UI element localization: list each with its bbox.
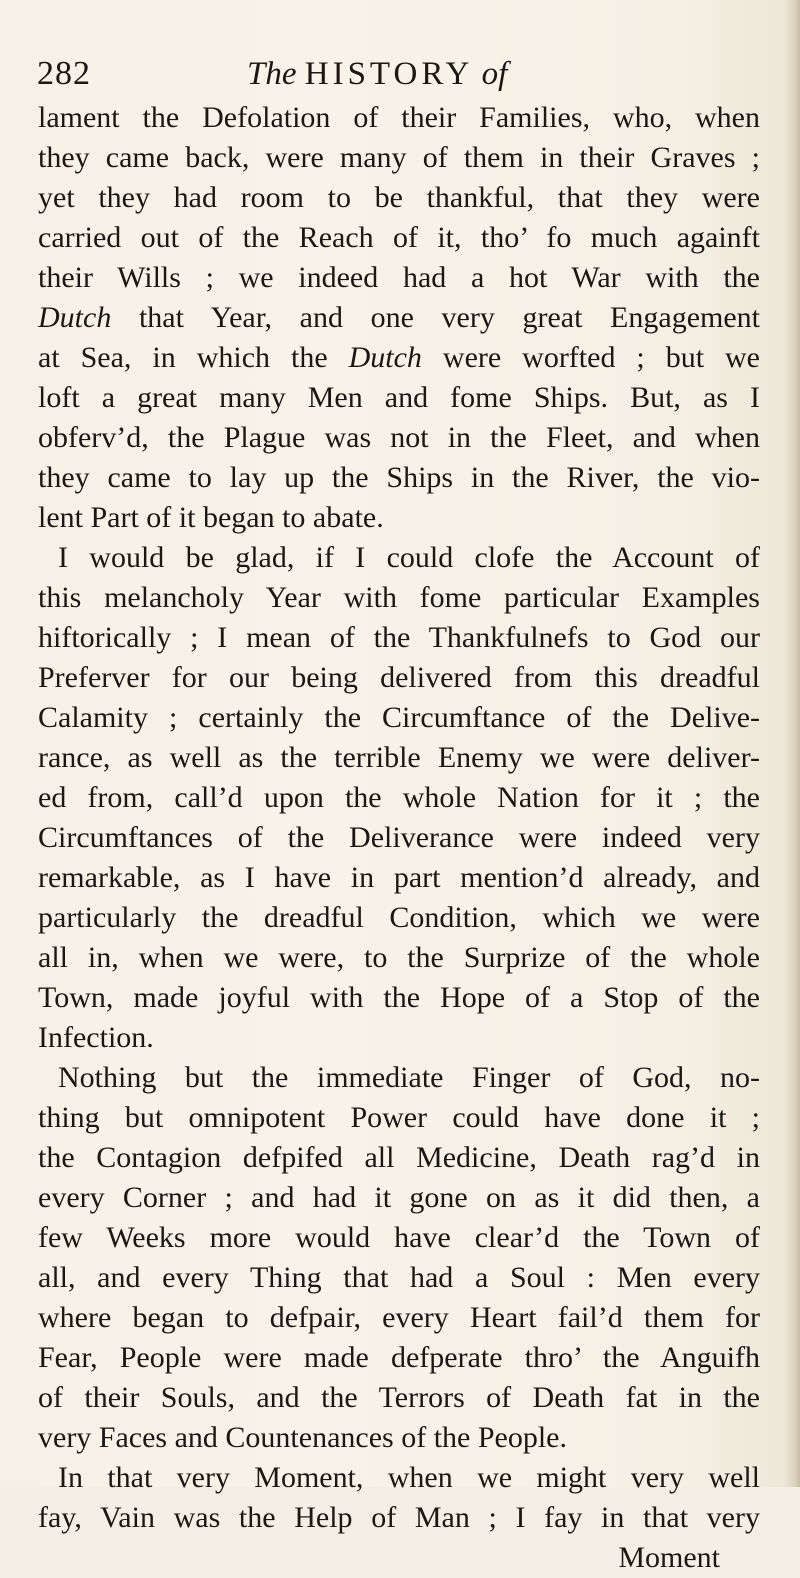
body-text (38, 98, 760, 1578)
text-line: lament the Defolation of their Families, who, when (38, 101, 760, 134)
text-line: In that very Moment, when we might very well (58, 1461, 760, 1494)
text-line: Town, made joyful with the Hope of a Stop of the (38, 981, 760, 1014)
text-line: ed from, call’d upon the whole Nation for it ; the (38, 781, 760, 814)
page-edge-shadow (784, 0, 800, 1487)
text-segment: at Sea, in which the (38, 341, 349, 374)
text-line (38, 298, 760, 338)
text-line: all, and every Thing that had a Soul : Men every (38, 1261, 760, 1294)
text-line: I would be glad, if I could clofe the Account of (58, 541, 760, 574)
text-line: Fear, People were made defperate thro’ the Anguifh (38, 1341, 760, 1374)
italic-word: Dutch (38, 301, 112, 334)
text-line: hiftorically ; I mean of the Thankfulnefs to God our (38, 621, 760, 654)
text-line: very Faces and Countenances of the People. (38, 1421, 567, 1454)
text-line: particularly the dreadful Condition, which we were (38, 901, 760, 934)
text-line: loft a great many Men and fome Ships. But, as I (38, 381, 760, 414)
running-head-suffix: of (481, 56, 508, 92)
text-line: this melancholy Year with fome particular Examples (38, 581, 760, 614)
running-head (247, 50, 507, 98)
text-line: Calamity ; certainly the Circumftance of the Delive- (38, 701, 760, 734)
text-line: obferv’d, the Plague was not in the Fleet, and when (38, 421, 760, 454)
text-line: rance, as well as the terrible Enemy we were deliver- (38, 741, 760, 774)
text-line: carried out of the Reach of it, tho’ fo much againft (38, 221, 760, 254)
text-line: Nothing but the immediate Finger of God, no- (58, 1061, 760, 1094)
text-line: few Weeks more would have clear’d the Town of (38, 1221, 760, 1254)
text-segment: that Year, and one very great Engagement (111, 301, 760, 334)
italic-word: Dutch (348, 341, 422, 374)
text-line: thing but omnipotent Power could have done it ; (38, 1101, 760, 1134)
text-line: they came to lay up the Ships in the River, the vio- (38, 461, 760, 494)
running-head-title: HISTORY (304, 56, 474, 92)
text-line: every Corner ; and had it gone on as it did then, a (38, 1181, 760, 1214)
text-line: the Contagion defpifed all Medicine, Death rag’d in (38, 1141, 760, 1174)
text-line: Infection. (38, 1021, 154, 1054)
text-line: all in, when we were, to the Surprize of the whole (38, 941, 760, 974)
text-line: lent Part of it began to abate. (38, 501, 384, 534)
text-line: of their Souls, and the Terrors of Death fat in the (38, 1381, 760, 1414)
text-line: remarkable, as I have in part mention’d already, and (38, 861, 760, 894)
catchword: Moment (618, 1541, 720, 1574)
text-line: where began to defpair, every Heart fail’d them for (38, 1301, 760, 1334)
running-head-prefix: The (247, 56, 297, 92)
text-line (38, 338, 760, 378)
text-line: Circumftances of the Deliverance were indeed very (38, 821, 760, 854)
text-line: yet they had room to be thankful, that they were (38, 181, 760, 214)
text-line: Preferver for our being delivered from this dreadful (38, 661, 760, 694)
text-segment: were worfted ; but we (421, 341, 760, 374)
text-line: they came back, were many of them in their Graves ; (38, 141, 760, 174)
text-line: their Wills ; we indeed had a hot War with the (38, 261, 760, 294)
text-line: fay, Vain was the Help of Man ; I fay in that very (38, 1501, 760, 1534)
page-header (37, 50, 657, 98)
page-number: 282 (37, 55, 91, 92)
